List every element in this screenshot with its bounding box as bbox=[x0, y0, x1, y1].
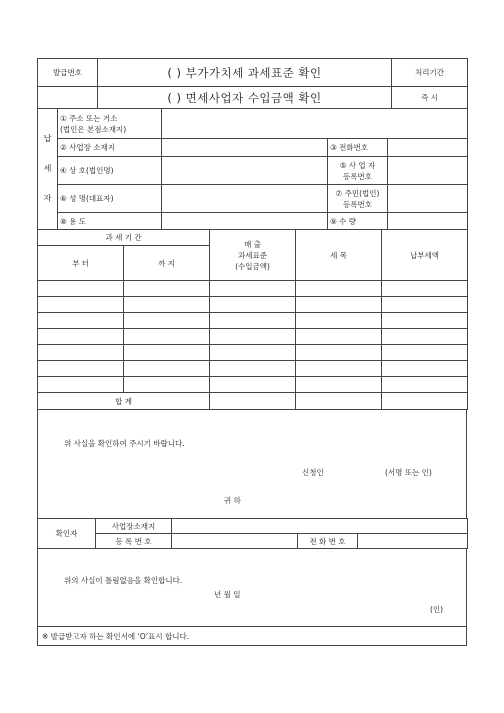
address-label: ① 주소 또는 거소 (법인은 본점소재지) bbox=[58, 109, 162, 139]
business-location-field[interactable] bbox=[162, 139, 328, 157]
confirmer-reg-no-field[interactable] bbox=[172, 534, 298, 549]
confirmer-section bbox=[37, 518, 468, 549]
processing-period-label: 처리기간 bbox=[392, 59, 468, 87]
period-from-cell[interactable] bbox=[38, 361, 124, 377]
tax-paid-cell[interactable] bbox=[382, 329, 468, 345]
taxpayer-side-label: 납 세 자 bbox=[38, 109, 58, 230]
phone-field[interactable] bbox=[388, 139, 468, 157]
table-row bbox=[38, 345, 468, 361]
tax-item-cell[interactable] bbox=[296, 281, 382, 297]
tax-paid-header: 납부세액 bbox=[382, 230, 468, 281]
tax-item-cell[interactable] bbox=[296, 329, 382, 345]
tax-paid-cell[interactable] bbox=[382, 345, 468, 361]
confirmation-text: 위의 사실이 틀림없음을 확인합니다. bbox=[64, 576, 183, 585]
trade-name-field[interactable] bbox=[162, 157, 328, 185]
sales-cell[interactable] bbox=[210, 361, 296, 377]
business-reg-no-field[interactable] bbox=[388, 157, 468, 185]
processing-period-value: 즉 시 bbox=[392, 87, 468, 109]
total-label: 합 계 bbox=[38, 393, 210, 410]
table-row bbox=[38, 297, 468, 313]
table-row bbox=[38, 361, 468, 377]
sales-cell[interactable] bbox=[210, 313, 296, 329]
period-from-header: 부 터 bbox=[38, 246, 124, 281]
table-row bbox=[38, 313, 468, 329]
footnote-text: ※ 발급받고자 하는 확인서에 ʻOʼ표시 합니다. bbox=[38, 627, 467, 646]
applicant-label: 신청인 bbox=[302, 468, 324, 477]
tax-paid-cell[interactable] bbox=[382, 361, 468, 377]
tax-paid-cell[interactable] bbox=[382, 281, 468, 297]
period-from-cell[interactable] bbox=[38, 377, 124, 393]
total-sales-cell[interactable] bbox=[210, 393, 296, 410]
tax-period-header: 과 세 기 간 bbox=[38, 230, 210, 246]
period-to-cell[interactable] bbox=[124, 313, 210, 329]
period-from-cell[interactable] bbox=[38, 329, 124, 345]
sales-cell[interactable] bbox=[210, 281, 296, 297]
resident-reg-no-label: ⑦ 주민(법인) 등록번호 bbox=[328, 185, 388, 213]
business-reg-no-label: ⑤ 사 업 자 등록번호 bbox=[328, 157, 388, 185]
title-vat-tax-base: ( ) 부가가치세 과세표준 확인 bbox=[98, 59, 392, 87]
confirmation-form bbox=[37, 58, 467, 640]
period-to-cell[interactable] bbox=[124, 281, 210, 297]
tax-paid-cell[interactable] bbox=[382, 377, 468, 393]
period-to-cell[interactable] bbox=[124, 329, 210, 345]
request-text: 위 사실을 확인하여 주시기 바랍니다. bbox=[64, 439, 185, 448]
table-row bbox=[38, 377, 468, 393]
issue-number-label: 발급번호 bbox=[38, 59, 98, 87]
period-to-header: 까 지 bbox=[124, 246, 210, 281]
confirmation-section bbox=[37, 548, 467, 627]
tax-item-cell[interactable] bbox=[296, 297, 382, 313]
confirmer-location-field[interactable] bbox=[172, 519, 468, 534]
sales-cell[interactable] bbox=[210, 345, 296, 361]
confirmer-location-label: 사업장소재지 bbox=[96, 519, 172, 534]
signature-note: (서명 또는 인) bbox=[385, 468, 432, 477]
period-from-cell[interactable] bbox=[38, 313, 124, 329]
purpose-field[interactable] bbox=[162, 213, 328, 230]
form-header bbox=[37, 58, 468, 109]
representative-name-field[interactable] bbox=[162, 185, 328, 213]
purpose-label: ⑧ 용 도 bbox=[58, 213, 162, 230]
tax-item-cell[interactable] bbox=[296, 361, 382, 377]
tax-item-cell[interactable] bbox=[296, 313, 382, 329]
table-row bbox=[38, 281, 468, 297]
resident-reg-no-field[interactable] bbox=[388, 185, 468, 213]
business-location-label: ② 사업장 소재지 bbox=[58, 139, 162, 157]
sales-cell[interactable] bbox=[210, 329, 296, 345]
tax-period-table bbox=[37, 229, 468, 410]
period-to-cell[interactable] bbox=[124, 377, 210, 393]
period-to-cell[interactable] bbox=[124, 345, 210, 361]
tax-item-cell[interactable] bbox=[296, 377, 382, 393]
confirmer-label: 확인자 bbox=[38, 519, 96, 549]
title-tax-exempt-income: ( ) 면세사업자 수입금액 확인 bbox=[98, 87, 392, 109]
total-tax-item-cell[interactable] bbox=[296, 393, 382, 410]
address-field[interactable] bbox=[162, 109, 468, 139]
confirmation-date: 년 월 일 bbox=[214, 590, 241, 599]
confirmer-phone-label: 전 화 번 호 bbox=[298, 534, 358, 549]
tax-paid-cell[interactable] bbox=[382, 313, 468, 329]
sales-cell[interactable] bbox=[210, 297, 296, 313]
seal-mark: (인) bbox=[430, 605, 444, 614]
applicant-section bbox=[37, 108, 468, 230]
phone-label: ③ 전화번호 bbox=[328, 139, 388, 157]
period-to-cell[interactable] bbox=[124, 297, 210, 313]
request-section bbox=[37, 409, 467, 519]
period-from-cell[interactable] bbox=[38, 297, 124, 313]
table-row bbox=[38, 329, 468, 345]
sales-tax-base-header: 매 출 과세표준 (수입금액) bbox=[210, 230, 296, 281]
footnote-section bbox=[37, 626, 467, 646]
quantity-label: ⑨ 수 량 bbox=[328, 213, 388, 230]
period-from-cell[interactable] bbox=[38, 345, 124, 361]
period-from-cell[interactable] bbox=[38, 281, 124, 297]
quantity-field[interactable] bbox=[388, 213, 468, 230]
period-to-cell[interactable] bbox=[124, 361, 210, 377]
confirmer-reg-no-label: 등 록 번 호 bbox=[96, 534, 172, 549]
tax-item-cell[interactable] bbox=[296, 345, 382, 361]
total-tax-paid-cell[interactable] bbox=[382, 393, 468, 410]
tax-paid-cell[interactable] bbox=[382, 297, 468, 313]
recipient-label: 귀 하 bbox=[224, 496, 241, 505]
sales-cell[interactable] bbox=[210, 377, 296, 393]
trade-name-label: ④ 상 호(법인명) bbox=[58, 157, 162, 185]
tax-item-header: 세 목 bbox=[296, 230, 382, 281]
confirmer-phone-field[interactable] bbox=[358, 534, 468, 549]
representative-name-label: ⑥ 성 명(대표자) bbox=[58, 185, 162, 213]
issue-number-value[interactable] bbox=[38, 87, 98, 109]
